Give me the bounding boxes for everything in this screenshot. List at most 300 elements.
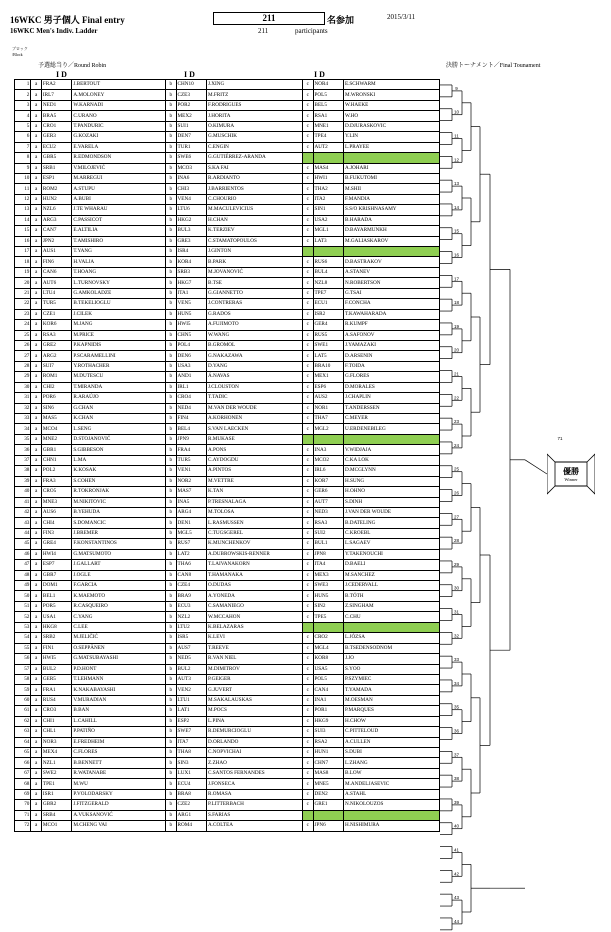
player-name-c: W.HO [343, 111, 439, 121]
block-letter-a: a [31, 466, 42, 476]
block-letter-a: a [31, 173, 42, 183]
block-letter-b: b [166, 163, 177, 173]
block-letter-a: a [31, 205, 42, 215]
player-name-b: K.TERZIEV [206, 226, 302, 236]
player-id-c: MGL4 [313, 643, 343, 653]
block-letter-a: a [31, 215, 42, 225]
player-name-b: R.DEMURCIOGLU [206, 727, 302, 737]
player-id-a: TPE1 [41, 779, 71, 789]
player-id-b: RUS7 [176, 539, 206, 549]
player-name-b: C.CHOURIO [206, 194, 302, 204]
block-letter-a: a [31, 497, 42, 507]
player-id-c: BEL5 [313, 100, 343, 110]
page-title: 16WKC 男子個人 Final entry [10, 15, 125, 25]
match-number: 14 [453, 204, 460, 210]
player-name-a: V.MILOJEVIĆ [72, 163, 166, 173]
row-number: 33 [15, 414, 31, 424]
block-letter-c: c [302, 205, 313, 215]
row-number: 13 [15, 205, 31, 215]
player-name-a: K.MAEMOTO [72, 591, 166, 601]
row-number: 34 [15, 424, 31, 434]
player-id-b: SRB3 [176, 267, 206, 277]
player-id-a: CZE1 [41, 309, 71, 319]
row-number: 45 [15, 539, 31, 549]
count-label-en: participants [295, 27, 328, 35]
player-name-c: G.TSAI [343, 288, 439, 298]
row-number: 53 [15, 622, 31, 632]
player-name-c: M.WRONSKI [343, 90, 439, 100]
player-id-a: CHI4 [41, 518, 71, 528]
player-id-a: SRB1 [41, 163, 71, 173]
block-letter-c: c [302, 361, 313, 371]
player-id-a: SWE2 [41, 768, 71, 778]
block-letter-c: c [302, 487, 313, 497]
player-id-a: POR5 [41, 601, 71, 611]
player-name-c: N.ROBERTSON [343, 278, 439, 288]
row-number: 52 [15, 612, 31, 622]
player-id-c: USA5 [313, 664, 343, 674]
player-name-b: J.FONSECA [206, 779, 302, 789]
match-number: 15 [453, 228, 460, 234]
player-id-b: CZE2 [176, 800, 206, 810]
player-name-b: M.TOLOSA [206, 507, 302, 517]
block-letter-c: c [302, 654, 313, 664]
player-name-a: B.YEHUDA [72, 507, 166, 517]
player-name-a: K.NAKABAYASHI [72, 685, 166, 695]
block-letter-b: b [166, 695, 177, 705]
player-name-a: M.JELIČIĆ [72, 633, 166, 643]
player-id-a: HWI5 [41, 654, 71, 664]
match-number: 40 [453, 823, 460, 829]
block-letter-a: a [31, 748, 42, 758]
player-name-c: C.MEYER [343, 414, 439, 424]
player-name-c: D.MCGLYNN [343, 466, 439, 476]
player-id-b: SWE7 [176, 727, 206, 737]
player-id-b: NOR2 [176, 476, 206, 486]
block-letter-a: a [31, 372, 42, 382]
player-name-c: L.SAGAEV [343, 539, 439, 549]
player-name-a: R.WATANABE [72, 768, 166, 778]
player-name-c: J.CHAPLIN [343, 393, 439, 403]
player-id-c: USA2 [313, 215, 343, 225]
block-letter-c: c [302, 299, 313, 309]
player-name-a: H.VALJA [72, 257, 166, 267]
player-name-c: B.LOW [343, 768, 439, 778]
match-number: 43 [453, 895, 460, 901]
player-name-b: C.SANTOS FERNANDES [206, 768, 302, 778]
block-letter-a: a [31, 800, 42, 810]
block-letter-b: b [166, 821, 177, 831]
row-number: 6 [15, 132, 31, 142]
player-name-a: T.PANDURIC [72, 121, 166, 131]
block-letter-b: b [166, 476, 177, 486]
match-number: 32 [453, 633, 460, 639]
player-name-b: W.MCCAHON [206, 612, 302, 622]
player-id-b: ISR4 [176, 247, 206, 257]
block-letter-a: a [31, 455, 42, 465]
player-name-c: Y.LIN [343, 132, 439, 142]
row-number: 68 [15, 779, 31, 789]
block-letter-b: b [166, 361, 177, 371]
player-name-a: B.BENNETT [72, 758, 166, 768]
block-letter-c: c [302, 403, 313, 413]
player-name-b: T.HAMANAKA [206, 570, 302, 580]
block-letter-c: c [302, 184, 313, 194]
col-header-b: I D [184, 70, 195, 79]
player-id-b: VEN1 [176, 466, 206, 476]
player-id-c: HUN1 [313, 748, 343, 758]
final-match-number: 71 [557, 436, 563, 441]
block-letter-b: b [166, 539, 177, 549]
player-name-c: V.WIDJAJA [343, 445, 439, 455]
player-name-a: S.GIBBESON [72, 445, 166, 455]
block-letter-b: b [166, 278, 177, 288]
player-id-c: KOR7 [313, 476, 343, 486]
block-letter-a: a [31, 685, 42, 695]
player-id-b: LUX1 [176, 768, 206, 778]
player-id-c: SUI2 [313, 528, 343, 538]
block-letter-b: b [166, 622, 177, 632]
player-id-a: CAN6 [41, 267, 71, 277]
block-letter-a: a [31, 643, 42, 653]
player-name-a: R.EDMONDSON [72, 153, 166, 163]
player-name-a: J.OGLE [72, 570, 166, 580]
player-name-a: E.FREDHEIM [72, 737, 166, 747]
block-letter-a: a [31, 612, 42, 622]
block-letter-b: b [166, 654, 177, 664]
player-name-a: Y.ROTHACHER [72, 361, 166, 371]
player-name-b: L.RASMUSSEN [206, 518, 302, 528]
row-number: 25 [15, 330, 31, 340]
player-id-a: SRB2 [41, 633, 71, 643]
match-number: 19 [453, 323, 460, 329]
player-id-b: SIN3 [176, 758, 206, 768]
block-letter-b: b [166, 549, 177, 559]
player-id-b: ESP2 [176, 716, 206, 726]
player-name-c: B.TÓTH [343, 591, 439, 601]
player-id-b: NED4 [176, 403, 206, 413]
player-id-b: FRA4 [176, 445, 206, 455]
col-header-a: I D [56, 70, 67, 79]
row-number: 5 [15, 121, 31, 131]
player-name-a: L.MA [72, 455, 166, 465]
match-number: 12 [453, 157, 460, 163]
row-number: 63 [15, 727, 31, 737]
player-id-b: BUL2 [176, 664, 206, 674]
match-number: 37 [453, 752, 460, 758]
player-id-c: HKG9 [313, 716, 343, 726]
match-number: 30 [453, 585, 460, 591]
player-id-b: BUL3 [176, 226, 206, 236]
player-name-c: A.STAHL [343, 789, 439, 799]
player-id-b: CHN5 [176, 330, 206, 340]
player-id-c: NOR1 [313, 403, 343, 413]
player-id-c: SWE3 [313, 581, 343, 591]
block-letter-c: c [302, 100, 313, 110]
player-name-b: A.PINTOS [206, 466, 302, 476]
row-number: 31 [15, 393, 31, 403]
player-name-c: H.OHNO [343, 487, 439, 497]
player-name-c: U.ERDENEBILEG [343, 424, 439, 434]
player-name-b: H.CHAN [206, 215, 302, 225]
block-letter-c: c [302, 674, 313, 684]
player-name-a: G.MATSUMOTO [72, 549, 166, 559]
player-name-b: M.DIMITROV [206, 664, 302, 674]
player-name-c: A.STANEV [343, 267, 439, 277]
player-id-c: MCO2 [313, 455, 343, 465]
player-name-a: P.VOLODARSKY [72, 789, 166, 799]
player-id-a: FRA2 [41, 80, 71, 90]
row-number: 9 [15, 163, 31, 173]
player-id-c: MGL2 [313, 424, 343, 434]
player-id-c: RUS6 [313, 257, 343, 267]
block-letter-b: b [166, 748, 177, 758]
block-letter-c: c [302, 320, 313, 330]
block-letter-c: c [302, 539, 313, 549]
player-name-b: M.POCS [206, 706, 302, 716]
player-id-b: HKG2 [176, 215, 206, 225]
match-number: 24 [453, 442, 460, 448]
block-letter-b: b [166, 518, 177, 528]
player-id-a: CRO1 [41, 121, 71, 131]
block-letter-c: c [302, 382, 313, 392]
player-id-c: THA7 [313, 414, 343, 424]
block-letter-b: b [166, 528, 177, 538]
block-letter-a: a [31, 194, 42, 204]
player-id-b: DEN1 [176, 518, 206, 528]
player-id-c: MAS4 [313, 163, 343, 173]
player-id-a: CRO3 [41, 706, 71, 716]
player-id-a: MAS5 [41, 414, 71, 424]
player-name-a: M.PRICE [72, 330, 166, 340]
player-id-c: BUL4 [313, 267, 343, 277]
block-letter-b: b [166, 424, 177, 434]
player-name-c: M.SANCHEZ [343, 570, 439, 580]
player-id-a: ESP1 [41, 173, 71, 183]
player-id-a: TUR5 [41, 299, 71, 309]
player-id-a: DOM1 [41, 581, 71, 591]
block-letter-a: a [31, 768, 42, 778]
player-id-a: FRA3 [41, 476, 71, 486]
block-letter-b: b [166, 727, 177, 737]
row-number: 38 [15, 466, 31, 476]
player-id-a: CHI1 [41, 716, 71, 726]
player-name-c: H.CHOW [343, 716, 439, 726]
player-name-b: C.NOPVICHAI [206, 748, 302, 758]
block-letter-a: a [31, 424, 42, 434]
winner-jp: 優勝 [563, 467, 579, 476]
player-id-c: ITA4 [313, 560, 343, 570]
block-letter-c: c [302, 121, 313, 131]
block-letter-c: c [302, 111, 313, 121]
block-letter-c: c [302, 758, 313, 768]
player-name-a: A.BUBI [72, 194, 166, 204]
block-letter-b: b [166, 768, 177, 778]
player-id-a: CAN7 [41, 226, 71, 236]
row-number: 62 [15, 716, 31, 726]
player-name-b: A.COLTEA [206, 821, 302, 831]
block-letter-c: c [302, 591, 313, 601]
block-letter-a: a [31, 340, 42, 350]
player-name-c: D.BASTRAKOV [343, 257, 439, 267]
player-id-a: GER3 [41, 132, 71, 142]
player-name-a: S.COHEN [72, 476, 166, 486]
block-letter-b: b [166, 737, 177, 747]
block-letter-c: c [302, 507, 313, 517]
block-letter-c: c [302, 779, 313, 789]
match-number: 38 [453, 776, 460, 782]
player-id-b: AUS7 [176, 643, 206, 653]
player-id-a: LTU4 [41, 288, 71, 298]
player-id-a: RSA3 [41, 330, 71, 340]
player-id-a: HKG8 [41, 622, 71, 632]
block-letter-a: a [31, 278, 42, 288]
player-name-b: G.RADOS [206, 309, 302, 319]
block-letter-b: b [166, 111, 177, 121]
block-letter-b: b [166, 299, 177, 309]
block-letter-c: c [302, 445, 313, 455]
player-id-a: CHL1 [41, 727, 71, 737]
row-number: 10 [15, 173, 31, 183]
block-letter-c: c [302, 236, 313, 246]
row-number: 49 [15, 581, 31, 591]
player-name-b: M.SAKALAUSKAS [206, 695, 302, 705]
row-number: 59 [15, 685, 31, 695]
block-letter-c: c [302, 194, 313, 204]
player-name-a: K.CHAN [72, 414, 166, 424]
row-number: 30 [15, 382, 31, 392]
block-letter-c: c [302, 570, 313, 580]
block-letter-a: a [31, 351, 42, 361]
player-name-c: B.HARADA [343, 215, 439, 225]
row-number: 23 [15, 309, 31, 319]
block-letter-b: b [166, 382, 177, 392]
block-letter-a: a [31, 320, 42, 330]
player-id-c: LAT3 [313, 236, 343, 246]
player-name-c: L.ZHANG [343, 758, 439, 768]
block-letter-c: c [302, 643, 313, 653]
player-name-b: G.GIANNETTO [206, 288, 302, 298]
player-id-a: MCO1 [41, 821, 71, 831]
player-id-a: MNE2 [41, 434, 71, 444]
player-name-c: Z.SINGHAM [343, 601, 439, 611]
block-letter-b: b [166, 309, 177, 319]
block-letter-b: b [166, 497, 177, 507]
block-letter-a: a [31, 507, 42, 517]
player-id-c: MGL1 [313, 226, 343, 236]
block-letter-a: a [31, 153, 42, 163]
block-letter-c: c [302, 215, 313, 225]
player-name-b: T.REEVE [206, 643, 302, 653]
player-name-a: O.SEPPÄNEN [72, 643, 166, 653]
block-letter-c: c [302, 518, 313, 528]
player-name-a: T.MIRANDA [72, 382, 166, 392]
match-number: 41 [453, 847, 460, 853]
player-id-b: MGL5 [176, 528, 206, 538]
player-id-b: LTU6 [176, 205, 206, 215]
player-name-a: G.KOZAKI [72, 132, 166, 142]
player-id-c: JPN6 [313, 821, 343, 831]
player-name-c: C.CHU [343, 612, 439, 622]
block-letter-a: a [31, 716, 42, 726]
player-name-a: M.CHENG VAI [72, 821, 166, 831]
block-letter-c: c [302, 664, 313, 674]
player-name-a: J.BERTOUT [72, 80, 166, 90]
block-letter-a: a [31, 737, 42, 747]
match-number: 28 [453, 538, 460, 544]
player-name-b: K.TAN [206, 487, 302, 497]
player-id-c: MNE1 [313, 121, 343, 131]
player-name-b: P.GEIGER [206, 674, 302, 684]
player-id-b: DEN6 [176, 351, 206, 361]
block-letter-c: c [302, 716, 313, 726]
player-id-c: TPE7 [313, 288, 343, 298]
match-number: 26 [453, 490, 460, 496]
player-name-a: A.STUPU [72, 184, 166, 194]
player-name-b: J.HORITA [206, 111, 302, 121]
block-letter-b: b [166, 434, 177, 444]
player-id-b: AND1 [176, 372, 206, 382]
player-name-b: A.FUJIMOTO [206, 320, 302, 330]
row-number: 54 [15, 633, 31, 643]
player-id-b: MEX2 [176, 111, 206, 121]
match-number: 44 [453, 918, 460, 924]
player-id-b: INA6 [176, 173, 206, 183]
player-name-a: J.TE WHARAU [72, 205, 166, 215]
block-letter-a: a [31, 267, 42, 277]
player-id-c: MEX1 [313, 372, 343, 382]
block-letter-b: b [166, 612, 177, 622]
block-letter-b: b [166, 570, 177, 580]
row-number: 72 [15, 821, 31, 831]
player-name-b: J.XING [206, 80, 302, 90]
block-letter-c: c [302, 226, 313, 236]
date: 2015/3/11 [387, 13, 416, 21]
player-name-c: D.BAELI [343, 560, 439, 570]
player-id-b: ROM4 [176, 821, 206, 831]
block-letter-c: c [302, 768, 313, 778]
block-letter-a: a [31, 90, 42, 100]
player-name-a: K.KOSAK [72, 466, 166, 476]
player-id-a: BUL2 [41, 664, 71, 674]
block-letter-c: c [302, 163, 313, 173]
player-id-c: ITA2 [313, 194, 343, 204]
block-letter-c: c [302, 748, 313, 758]
block-letter-a: a [31, 727, 42, 737]
block-letter-b: b [166, 591, 177, 601]
player-id-c: SIN2 [313, 601, 343, 611]
player-name-b: O.KIMURA [206, 121, 302, 131]
player-name-a: F.KONSTANTINOS [72, 539, 166, 549]
player-name-b: J.BARRIENTOS [206, 184, 302, 194]
player-id-b: HUN5 [176, 309, 206, 319]
player-name-c: T.KAWAHARADA [343, 309, 439, 319]
player-id-c: SIN1 [313, 205, 343, 215]
row-number: 18 [15, 257, 31, 267]
player-id-b: CHI3 [176, 184, 206, 194]
player-id-a: ECU2 [41, 142, 71, 152]
player-name-b: G.MUSCHIK [206, 132, 302, 142]
block-letter-b: b [166, 194, 177, 204]
player-name-b: O.DUDAS [206, 581, 302, 591]
player-name-a: S.DOMANCIC [72, 518, 166, 528]
block-letter-a: a [31, 622, 42, 632]
player-name-c: R.KUMPF [343, 320, 439, 330]
player-id-a: AUS1 [41, 247, 71, 257]
block-letter-a: a [31, 633, 42, 643]
player-id-b: MCO3 [176, 163, 206, 173]
player-id-b: LTU2 [176, 622, 206, 632]
